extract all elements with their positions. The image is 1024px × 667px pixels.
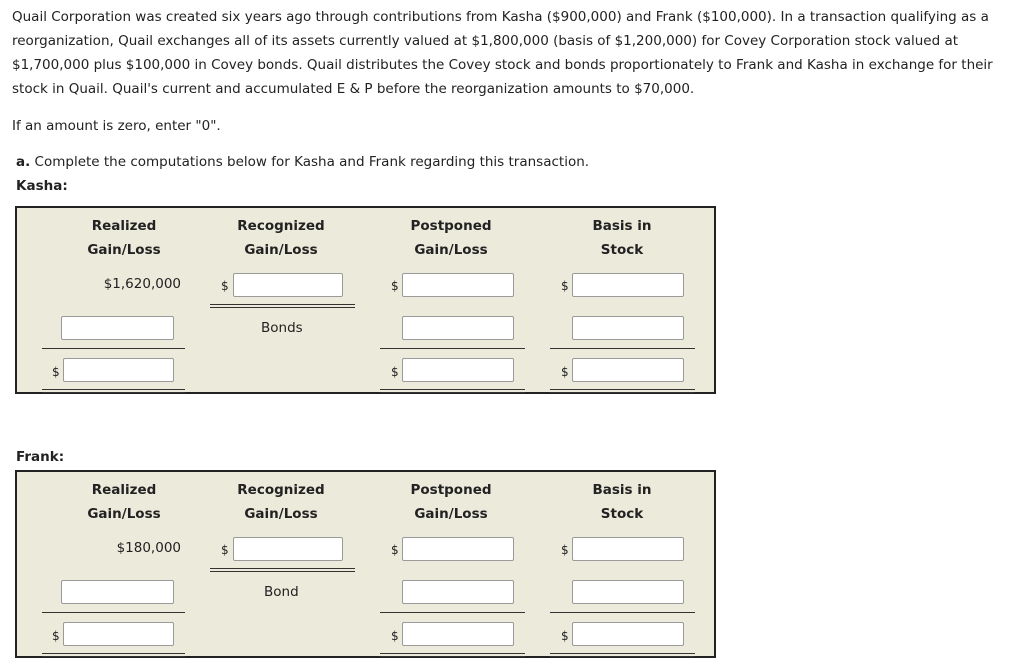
- kasha-postponed-input[interactable]: [402, 273, 514, 297]
- recognized-header-line2: Gain/Loss: [244, 506, 318, 522]
- frank-realized-total-input[interactable]: [63, 622, 174, 646]
- currency-symbol: $: [52, 629, 60, 643]
- subtotal-rule: [550, 612, 695, 613]
- realized-header-line1: Realized: [91, 482, 157, 498]
- basis-header-line1: Basis in: [592, 482, 652, 498]
- frank-basis-total-input[interactable]: [572, 622, 684, 646]
- question-a: [16, 150, 589, 174]
- kasha-realized-value: $1,620,000: [103, 276, 181, 292]
- currency-symbol: $: [391, 365, 399, 379]
- postponed-header-line2: Gain/Loss: [414, 506, 488, 522]
- kasha-recognized-input[interactable]: [233, 273, 343, 297]
- kasha-panel: [15, 206, 716, 394]
- realized-header-line2: Gain/Loss: [87, 506, 161, 522]
- problem-statement: Quail Corporation was created six years ago through contributions from Kasha ($900,000) and Frank ($100,000). In a transaction qualifying as a reorganization, Quail exchanges all of its assets currently valued at $1,800,000 (basis of $1,200,000) for Covey Corporation stock valued at $1,700,000 plus $100,000 in Covey bonds. Quail distributes the Covey stock and bonds proportionately to Frank and Kasha in exchange for their stock in Quail. Quail's current and accumulated E & P before the reorganization amounts to $70,000.: [12, 9, 993, 97]
- frank-panel: [15, 470, 716, 658]
- frank-basis-input[interactable]: [572, 537, 684, 561]
- kasha-bonds-label: Bonds: [261, 320, 303, 336]
- subtotal-rule: [42, 612, 185, 613]
- total-double-rule: [550, 389, 695, 393]
- subtotal-rule: [380, 348, 525, 349]
- total-double-rule: [380, 389, 525, 393]
- subtotal-rule: [550, 348, 695, 349]
- frank-label: Frank:: [16, 449, 65, 465]
- total-double-rule: [210, 568, 355, 572]
- question-letter: a.: [16, 154, 31, 170]
- frank-bond-label: Bond: [264, 584, 299, 600]
- zero-instruction: If an amount is zero, enter "0".: [12, 118, 221, 134]
- kasha-label: Kasha:: [16, 178, 68, 194]
- postponed-header-line2: Gain/Loss: [414, 242, 488, 258]
- postponed-header-line1: Postponed: [410, 482, 492, 498]
- currency-symbol: $: [561, 279, 569, 293]
- frank-postponed-total-input[interactable]: [402, 622, 514, 646]
- kasha-basis-total-input[interactable]: [572, 358, 684, 382]
- total-double-rule: [210, 304, 355, 308]
- realized-header-line2: Gain/Loss: [87, 242, 161, 258]
- subtotal-rule: [380, 612, 525, 613]
- total-double-rule: [42, 389, 185, 393]
- frank-recognized-input[interactable]: [233, 537, 343, 561]
- frank-realized-value: $180,000: [116, 540, 181, 556]
- currency-symbol: $: [561, 365, 569, 379]
- recognized-header-line1: Recognized: [237, 218, 325, 234]
- frank-postponed-input[interactable]: [402, 537, 514, 561]
- realized-header-line1: Realized: [91, 218, 157, 234]
- currency-symbol: $: [561, 543, 569, 557]
- kasha-basis-input[interactable]: [572, 273, 684, 297]
- currency-symbol: $: [391, 279, 399, 293]
- kasha-basis-row2-input[interactable]: [572, 316, 684, 340]
- currency-symbol: $: [391, 543, 399, 557]
- frank-basis-row2-input[interactable]: [572, 580, 684, 604]
- postponed-header-line1: Postponed: [410, 218, 492, 234]
- frank-postponed-row2-input[interactable]: [402, 580, 514, 604]
- currency-symbol: $: [391, 629, 399, 643]
- kasha-realized-total-input[interactable]: [63, 358, 174, 382]
- recognized-header-line2: Gain/Loss: [244, 242, 318, 258]
- question-text: Complete the computations below for Kasha and Frank regarding this transaction.: [30, 154, 590, 170]
- total-double-rule: [550, 653, 695, 657]
- kasha-postponed-total-input[interactable]: [402, 358, 514, 382]
- kasha-postponed-row2-input[interactable]: [402, 316, 514, 340]
- currency-symbol: $: [52, 365, 60, 379]
- frank-realized-row2-input[interactable]: [61, 580, 174, 604]
- basis-header-line2: Stock: [600, 242, 644, 258]
- basis-header-line1: Basis in: [592, 218, 652, 234]
- currency-symbol: $: [221, 279, 229, 293]
- total-double-rule: [380, 653, 525, 657]
- total-double-rule: [42, 653, 185, 657]
- basis-header-line2: Stock: [600, 506, 644, 522]
- subtotal-rule: [42, 348, 185, 349]
- currency-symbol: $: [561, 629, 569, 643]
- recognized-header-line1: Recognized: [237, 482, 325, 498]
- currency-symbol: $: [221, 543, 229, 557]
- kasha-realized-row2-input[interactable]: [61, 316, 174, 340]
